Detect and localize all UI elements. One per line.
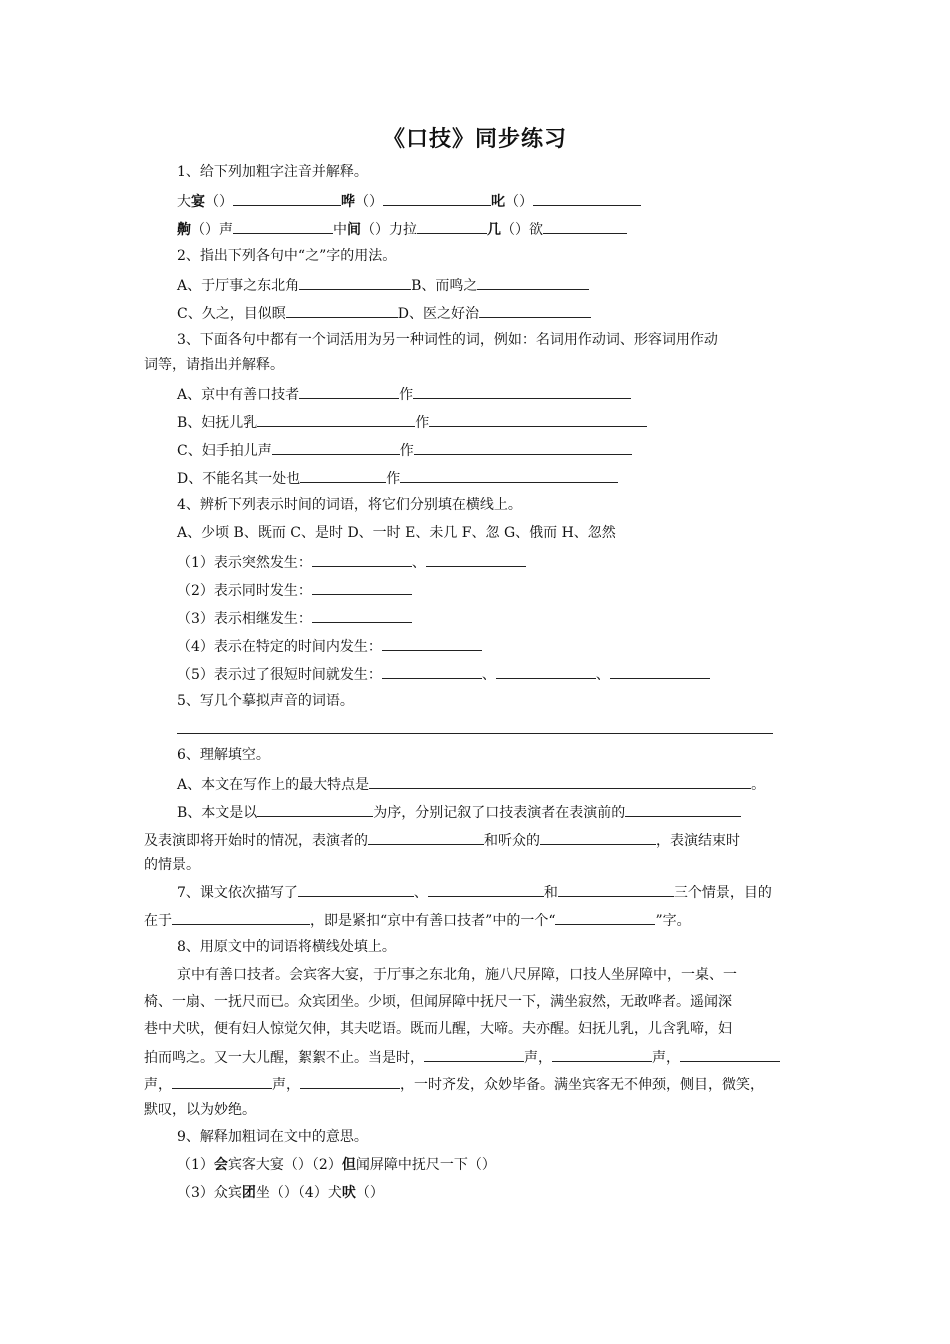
answer-blank[interactable]: [382, 664, 482, 679]
bold-char: 宴: [191, 194, 205, 210]
q9-text: 坐（）: [255, 1185, 298, 1201]
answer-blank[interactable]: [552, 1047, 652, 1062]
q7-text: 在于: [144, 913, 172, 929]
q2-line-1: [177, 275, 589, 295]
q8-passage-line-1: 京中有善口技者。会宾客大宴，于厅事之东北角，施八尺屏障，口技人坐屏障中，一桌、一: [177, 967, 737, 983]
answer-blank[interactable]: [257, 802, 373, 817]
q6-item-a: [177, 774, 765, 794]
q9-text: 宾客大宴（）: [227, 1157, 312, 1173]
q1-text: 力拉: [389, 222, 417, 238]
q4-sub-label: （1）表示突然发生：: [177, 555, 312, 571]
q3-item-text: C、妇手拍儿声: [177, 443, 272, 459]
q4-prompt: 4、辨析下列表示时间的词语，将它们分别填在横线上。: [177, 497, 522, 513]
q2-prompt: 2、指出下列各句中“之”字的用法。: [177, 248, 397, 264]
q3-item-d: [177, 468, 618, 488]
q6-text: A、本文在写作上的最大特点是: [177, 777, 370, 793]
answer-blank[interactable]: [172, 1074, 272, 1089]
answer-blank[interactable]: [369, 774, 751, 789]
answer-blank[interactable]: [426, 552, 526, 567]
q4-sub-3: [177, 608, 412, 628]
q9-prompt: 9、解释加粗词在文中的意思。: [177, 1129, 368, 1145]
answer-blank[interactable]: [555, 910, 655, 925]
paren-blank: （）: [361, 222, 389, 238]
q6-text: 及表演即将开始时的情况，表演者的: [144, 833, 368, 849]
q1-text: 欲: [529, 222, 543, 238]
q4-sub-label: （4）表示在特定的时间内发生：: [177, 639, 382, 655]
answer-blank[interactable]: [233, 191, 341, 206]
q2-item-c: C、久之，目似瞑: [177, 306, 286, 322]
q9-text: （3）众宾: [177, 1185, 242, 1201]
q6-item-b-line-2: [144, 830, 740, 850]
bold-char: 叱: [491, 194, 505, 210]
bold-char: 会: [213, 1157, 228, 1173]
q6-item-b-line-3: 的情景。: [144, 857, 200, 873]
separator: 、: [413, 885, 428, 901]
zuo-label: 作: [399, 387, 414, 403]
answer-blank[interactable]: [312, 608, 412, 623]
q7-text: 7、课文依次描写了: [177, 885, 298, 901]
paren-blank: （）: [191, 222, 219, 238]
answer-blank[interactable]: [233, 219, 333, 234]
q7-text: ，即是紧扣“京中有善口技者”中的一个“: [310, 913, 556, 929]
q8-passage-line-3: 巷中犬吠，便有妇人惊觉欠伸，其夫呓语。既而儿醒，大啼。夫亦醒。妇抚儿乳，儿含乳啼，妇: [144, 1021, 732, 1037]
zuo-label: 作: [399, 443, 414, 459]
q7-line-1: [177, 882, 772, 902]
q1-prompt: 1、给下列加粗字注音并解释。: [177, 164, 368, 180]
q7-text: 三个情景，目的: [673, 885, 772, 901]
q9-text: （）: [355, 1185, 384, 1201]
answer-blank[interactable]: [428, 882, 544, 897]
q1-line-1: [177, 191, 641, 211]
answer-blank[interactable]: [272, 440, 400, 455]
q4-sub-1: [177, 552, 526, 572]
q3-item-c: [177, 440, 632, 460]
q7-text: 和: [543, 885, 558, 901]
q3-item-text: B、妇抚儿乳: [177, 415, 258, 431]
q8-text: 声，: [272, 1077, 300, 1093]
q6-text: 为序，分别记叙了口技表演者在表演前的: [373, 805, 626, 821]
answer-blank[interactable]: [413, 384, 631, 399]
answer-blank[interactable]: [300, 1074, 400, 1089]
answer-blank[interactable]: [382, 636, 482, 651]
q7-line-2: [144, 910, 691, 930]
paren-blank: （）: [501, 222, 529, 238]
answer-blank[interactable]: [368, 830, 484, 845]
answer-blank[interactable]: [540, 830, 656, 845]
answer-blank[interactable]: [257, 412, 415, 427]
q4-sub-label: （3）表示相继发生：: [177, 611, 312, 627]
q3-item-text: A、京中有善口技者: [177, 387, 300, 403]
q4-sub-4: [177, 636, 482, 656]
answer-blank[interactable]: [533, 191, 641, 206]
q9-text: （4）犬: [297, 1185, 342, 1201]
q2-item-b: B、而鸣之: [411, 278, 478, 294]
q1-line-2: [177, 219, 627, 239]
q8-text: 拍而鸣之。又一大儿醒，絮絮不止。当是时，: [144, 1050, 424, 1066]
bold-char: 哗: [341, 194, 355, 210]
answer-blank[interactable]: [299, 384, 399, 399]
q1-text: 声: [219, 222, 233, 238]
q3-prompt-line-1: 3、下面各句中都有一个词活用为另一种词性的词，例如：名词用作动词、形容词用作动: [177, 332, 718, 348]
separator: 、: [411, 555, 426, 571]
q2-item-a: A、于厅事之东北角: [177, 278, 300, 294]
q6-text: 和听众的: [484, 833, 540, 849]
q6-prompt: 6、理解填空。: [177, 747, 270, 763]
answer-blank[interactable]: [429, 412, 647, 427]
q9-row-2: [177, 1184, 384, 1202]
q9-text: （1）: [177, 1157, 214, 1173]
answer-blank[interactable]: [312, 580, 412, 595]
q8-text: ，一时齐发，众妙毕备。满坐宾客无不伸颈，侧目，微笑，: [400, 1077, 764, 1093]
q8-passage-line-4: [144, 1047, 780, 1067]
q4-sub-2: [177, 580, 412, 600]
answer-blank[interactable]: [625, 802, 741, 817]
q8-passage-line-2: 椅、一扇、一抚尺而已。众宾团坐。少顷，但闻屏障中抚尺一下，满坐寂然，无敢哗者。遥闻深: [144, 994, 732, 1010]
q6-text: B、本文是以: [177, 805, 258, 821]
answer-blank[interactable]: [400, 468, 618, 483]
answer-blank[interactable]: [299, 275, 411, 290]
q4-sub-5: [177, 664, 710, 684]
answer-blank[interactable]: [414, 440, 632, 455]
q4-sub-label: （2）表示同时发生：: [177, 583, 312, 599]
answer-blank[interactable]: [558, 882, 674, 897]
q8-passage-line-5: [144, 1074, 764, 1094]
bold-char: 齁: [177, 222, 191, 238]
bold-char: 几: [487, 222, 501, 238]
zuo-label: 作: [415, 415, 430, 431]
q2-line-2: [177, 303, 591, 323]
q1-text: 中: [333, 222, 347, 238]
q4-sub-label: （5）表示过了很短时间就发生：: [177, 667, 382, 683]
q9-row-1: [177, 1156, 496, 1174]
answer-blank[interactable]: [300, 468, 386, 483]
q1-text: 大: [177, 194, 191, 210]
q8-prompt: 8、用原文中的词语将横线处填上。: [177, 939, 396, 955]
bold-char: 吠: [341, 1185, 356, 1201]
q3-prompt-line-2: 词等，请指出并解释。: [144, 357, 284, 373]
paren-blank: （）: [355, 194, 383, 210]
paren-blank: （）: [505, 194, 533, 210]
answer-blank[interactable]: [479, 303, 591, 318]
answer-blank[interactable]: [383, 191, 491, 206]
answer-blank[interactable]: [312, 552, 412, 567]
q6-text: ，表演结束时: [656, 833, 740, 849]
q8-passage-line-6: 默叹，以为妙绝。: [144, 1102, 256, 1118]
bold-char: 但: [341, 1157, 356, 1173]
bold-char: 团: [241, 1185, 256, 1201]
separator: 、: [481, 667, 496, 683]
answer-blank[interactable]: [286, 303, 398, 318]
q6-text: 。: [751, 777, 766, 793]
answer-blank[interactable]: [477, 275, 589, 290]
q8-text: 声，: [524, 1050, 552, 1066]
q5-answer-line[interactable]: [177, 733, 773, 734]
q5-prompt: 5、写几个摹拟声音的词语。: [177, 693, 354, 709]
q3-item-a: [177, 384, 631, 404]
zuo-label: 作: [386, 471, 401, 487]
q4-options: A、少顷 B、既而 C、是时 D、一时 E、未几 F、忽 G、俄而 H、忽然: [177, 525, 616, 541]
q6-item-b-line-1: [177, 802, 741, 822]
q7-text: ”字。: [655, 913, 691, 929]
page-title: 《口技》同步练习: [382, 127, 567, 152]
separator: 、: [595, 667, 610, 683]
bold-char: 间: [347, 222, 361, 238]
answer-blank[interactable]: [610, 664, 710, 679]
answer-blank[interactable]: [172, 910, 310, 925]
answer-blank[interactable]: [496, 664, 596, 679]
q3-item-b: [177, 412, 647, 432]
q8-text: 声，: [144, 1077, 172, 1093]
answer-blank[interactable]: [543, 219, 627, 234]
answer-blank[interactable]: [680, 1047, 780, 1062]
q9-text: 闻屏障中抚尺一下（）: [355, 1157, 496, 1173]
q9-text: （2）: [311, 1157, 342, 1173]
q2-item-d: D、医之好治: [397, 306, 479, 322]
answer-blank[interactable]: [424, 1047, 524, 1062]
q8-text: 声，: [652, 1050, 680, 1066]
q3-item-text: D、不能名其一处也: [177, 471, 301, 487]
paren-blank: （）: [205, 194, 233, 210]
answer-blank[interactable]: [298, 882, 414, 897]
answer-blank[interactable]: [417, 219, 487, 234]
